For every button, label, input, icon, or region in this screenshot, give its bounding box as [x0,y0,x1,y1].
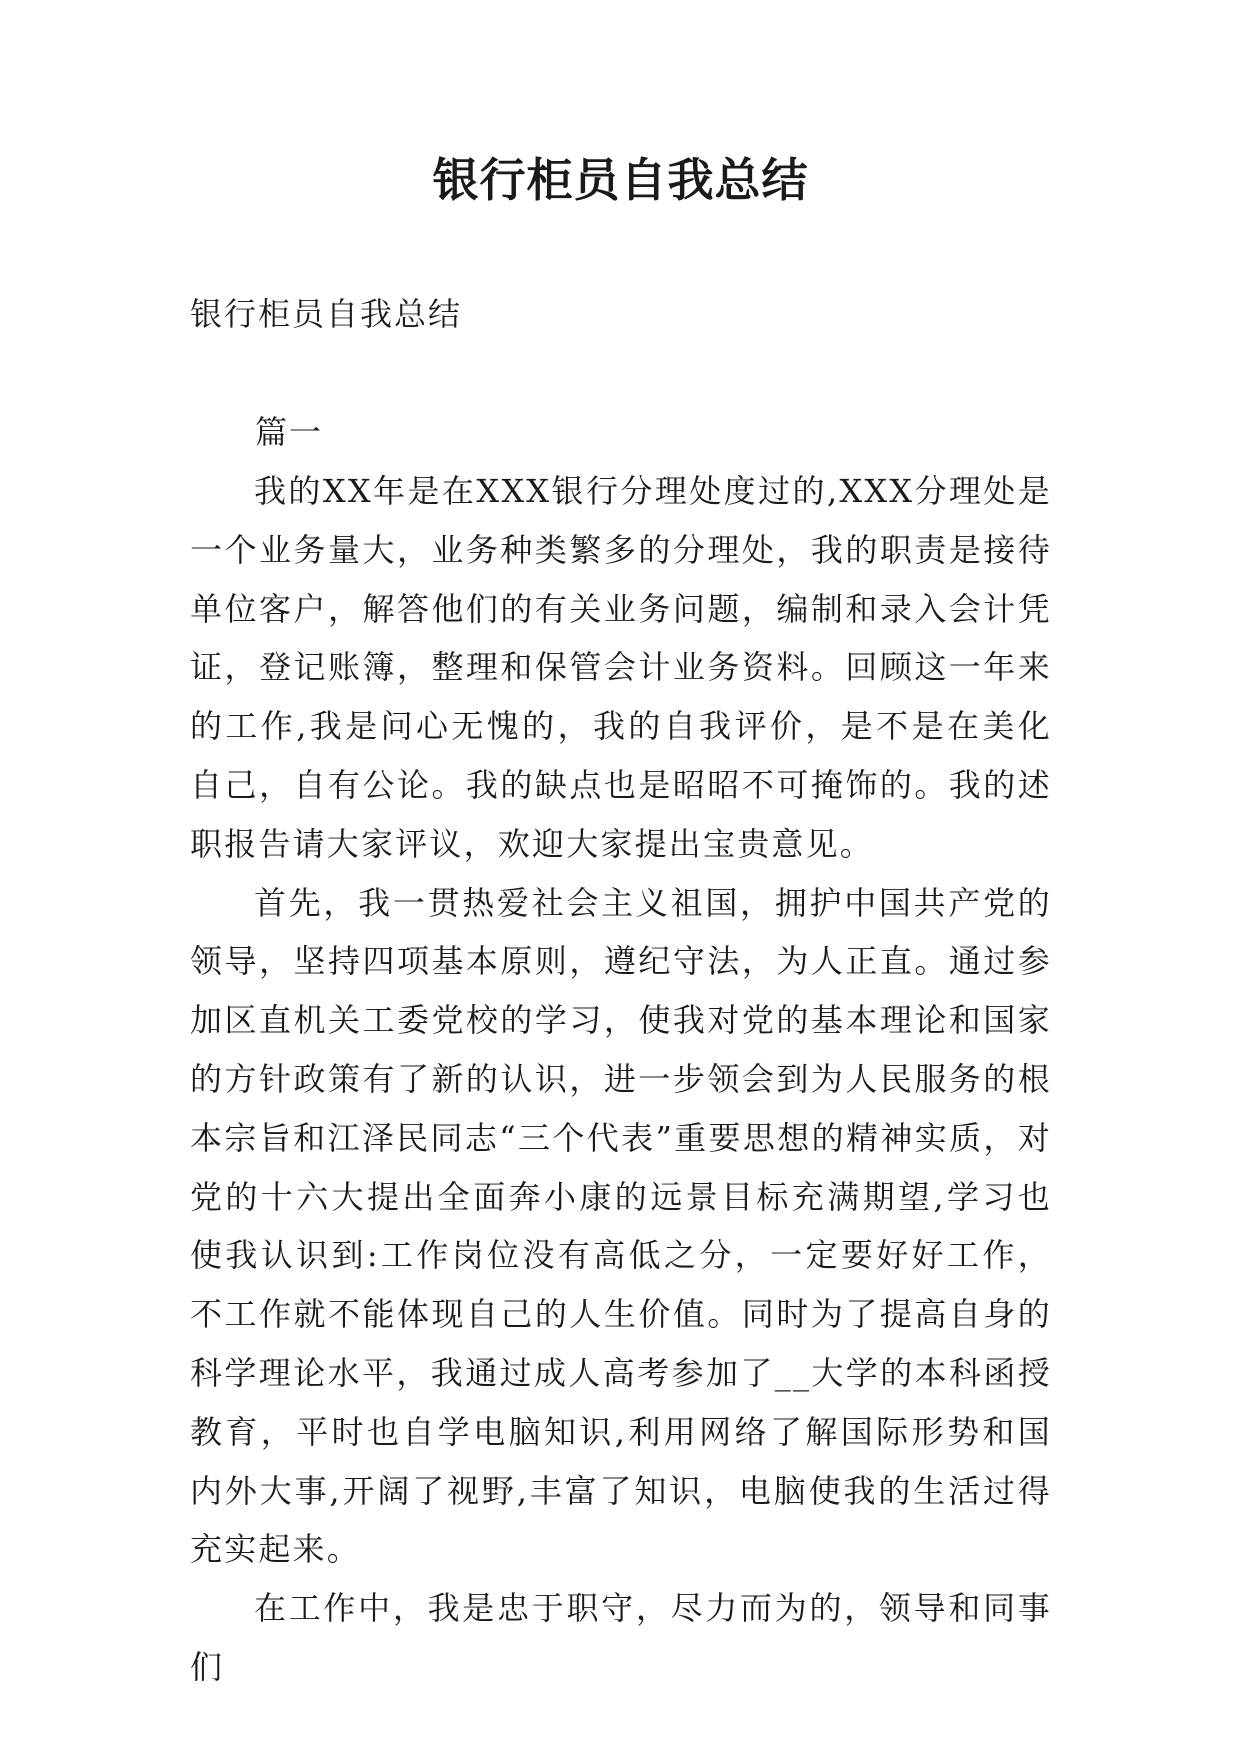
section-label: 篇一 [255,413,324,451]
paragraph-2: 首先，我一贯热爱社会主义祖国，拥护中国共产党的领导，坚持四项基本原则，遵纪守法，为人正直。通过参加区直机关工委党校的学习，使我对党的基本理论和国家的方针政策有了新的认识，进一步领会到为人民服务的根本宗旨和江泽民同志“三个代表”重要思想的精神实质，对党的十六大提出全面奔小康的远景目标充满期望,学习也使我认识到:工作岗位没有高低之分，一定要好好工作，不工作就不能体现自己的人生价值。同时为了提高自身的科学理论水平，我通过成人高考参加了__大学的本科函授教育，平时也自学电脑知识,利用网络了解国际形势和国内外大事,开阔了视野,丰富了知识，电脑使我的生活过得充实起来。 [190,883,1052,1569]
paragraph-1: 我的XX年是在XXX银行分理处度过的,XXX分理处是一个业务量大，业务种类繁多的分理处，我的职责是接待单位客户，解答他们的有关业务问题，编制和录入会计凭证，登记账簿，整理和保管会计业务资料。回顾这一年来的工作,我是问心无愧的，我的自我评价，是不是在美化自己，自有公论。我的缺点也是昭昭不可掩饰的。我的述职报告请大家评议，欢迎大家提出宝贵意见。 [190,472,1052,863]
paragraph-3: 在工作中，我是忠于职守，尽力而为的，领导和同事们 [190,1589,1052,1686]
document-title: 银行柜员自我总结 [432,153,809,207]
document-body [190,462,1052,1697]
document-subtitle: 银行柜员自我总结 [190,295,463,333]
